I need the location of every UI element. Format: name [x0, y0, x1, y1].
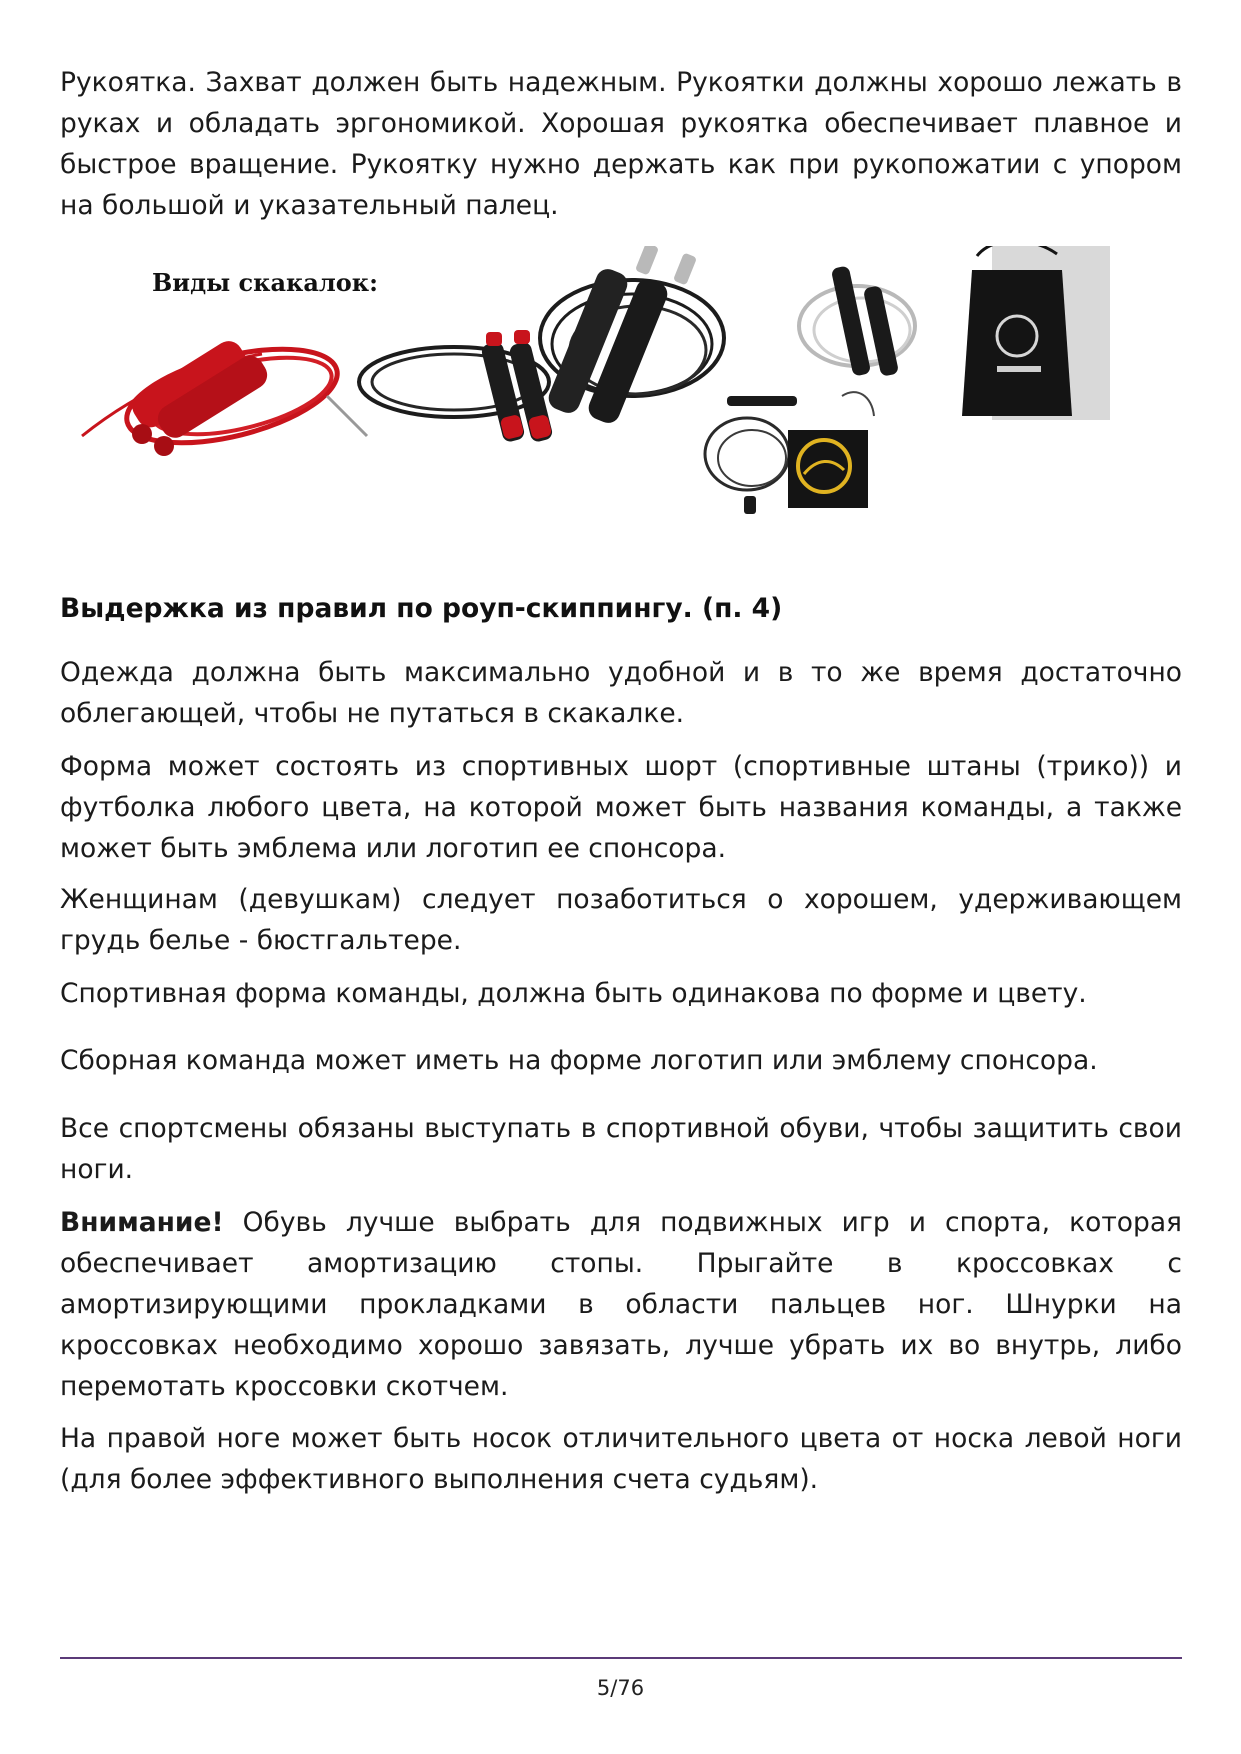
- footer-divider: [60, 1657, 1182, 1659]
- figure-caption: Виды скакалок:: [152, 268, 378, 297]
- paragraph-national-team: Сборная команда может иметь на форме логотип или эмблему спонсора.: [60, 1045, 1098, 1076]
- paragraph-attention: [60, 1202, 1182, 1407]
- paragraph-shoes: Все спортсмены обязаны выступать в спортивной обуви, чтобы защитить свои ноги.: [60, 1113, 1182, 1185]
- attention-label: Внимание!: [60, 1207, 224, 1238]
- paragraph-uniform: Форма может состоять из спортивных шорт (спортивные штаны (трико)) и футболка любого цвета, на которой может быть названия команды, а также может быть эмблема или логотип ее спонсора.: [60, 751, 1182, 864]
- paragraph-socks: На правой ноге может быть носок отличительного цвета от носка левой ноги (для более эффективного выполнения счета судьям).: [60, 1423, 1182, 1495]
- paragraph-women: Женщинам (девушкам) следует позаботиться о хорошем, удерживающем грудь белье - бюстгальтере.: [60, 884, 1182, 956]
- red-jump-rope-image: [82, 331, 367, 461]
- attention-text: Обувь лучше выбрать для подвижных игр и спорта, которая обеспечивает амортизацию стопы. Прыгайте в кроссовках с амортизирующими прокладками в области пальцев ног. Шнурки на кроссовках необходимо хорошо завязать, лучше убрать их во внутрь, либо перемотать кроссовки скотчем.: [60, 1207, 1182, 1402]
- paragraph-team-uniform: Спортивная форма команды, должна быть одинакова по форме и цвету.: [60, 978, 1087, 1009]
- section-heading: Выдержка из правил по роуп-скиппингу. (п. 4): [60, 593, 783, 624]
- rope-with-hardy-bag-image: [705, 392, 874, 514]
- black-speed-rope-image: [540, 246, 724, 427]
- paragraph-clothing: Одежда должна быть максимально удобной и в то же время достаточно облегающей, чтобы не путаться в скакалке.: [60, 657, 1182, 729]
- paragraph-handle: Рукоятка. Захват должен быть надежным. Рукоятки должны хорошо лежать в руках и обладать эргономикой. Хорошая рукоятка обеспечивает плавное и быстрое вращение. Рукоятку нужно держать как при рукопожатии с упором на большой и указательный палец.: [60, 67, 1182, 221]
- black-cable-rope-red-handles-image: [359, 330, 554, 443]
- jump-ropes-figure: [72, 246, 1178, 636]
- page-number: 5/76: [596, 1676, 645, 1700]
- jump-ropes-illustration: [72, 246, 1178, 636]
